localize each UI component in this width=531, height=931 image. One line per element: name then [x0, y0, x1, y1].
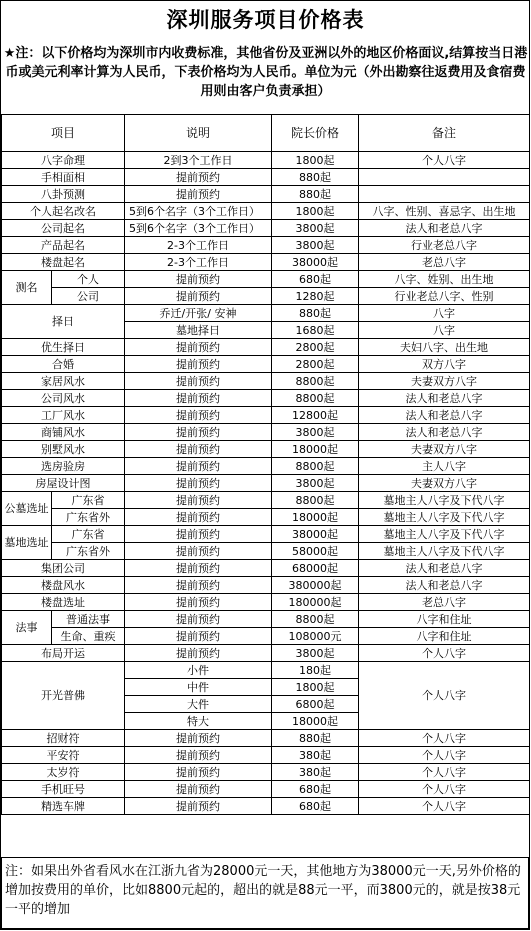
table-row [2, 458, 530, 475]
footer-note: 注：如果出外省看风水在江浙九省为28000元一天，其他地方为38000元一天,另外价格的增加按费用的单价，比如8800元起的，超出的就是88元一平，而3800元的，就是按38元一平的增加 [1, 857, 529, 929]
item-price: 1800起 [272, 203, 359, 220]
item-remark: 八字 [359, 305, 530, 322]
table-row [2, 645, 530, 662]
item-price: 680起 [272, 798, 359, 815]
item-price: 880起 [272, 305, 359, 322]
item-price: 1280起 [272, 288, 359, 305]
table-row [2, 730, 530, 747]
item-price: 3800起 [272, 645, 359, 662]
table-row [2, 475, 530, 492]
table-row [2, 339, 530, 356]
item-description: 提前预约 [125, 492, 272, 509]
item-price: 58000起 [272, 543, 359, 560]
item-remark: 八字和住址 [359, 611, 530, 628]
item-description: 提前预约 [125, 424, 272, 441]
table-row [2, 305, 530, 322]
item-price: 68000起 [272, 560, 359, 577]
table-row [2, 186, 530, 203]
item-price: 1800起 [272, 679, 359, 696]
item-name: 广东省外 [52, 543, 125, 560]
table-row [2, 543, 530, 560]
item-name: 八卦预测 [2, 186, 125, 203]
item-remark: 八字和住址 [359, 628, 530, 645]
table-row [2, 798, 530, 815]
item-remark: 法人和老总八字 [359, 577, 530, 594]
item-price: 880起 [272, 730, 359, 747]
item-price: 8800起 [272, 373, 359, 390]
item-price: 6800起 [272, 696, 359, 713]
table-row [2, 288, 530, 305]
table-row [2, 220, 530, 237]
item-description: 提前预约 [125, 543, 272, 560]
item-remark: 个人八字 [359, 152, 530, 169]
table-row [2, 203, 530, 220]
item-price: 18000起 [272, 441, 359, 458]
item-price: 180起 [272, 662, 359, 679]
item-description: 提前预约 [125, 169, 272, 186]
item-name: 楼盘选址 [2, 594, 125, 611]
item-name: 广东省外 [52, 509, 125, 526]
item-price: 38000起 [272, 526, 359, 543]
item-remark: 八字、性别、喜忌字、出生地 [359, 203, 530, 220]
item-price: 380起 [272, 764, 359, 781]
item-description: 提前预约 [125, 781, 272, 798]
item-description: 提前预约 [125, 730, 272, 747]
item-remark: 八字、姓别、出生地 [359, 271, 530, 288]
item-description: 提前预约 [125, 475, 272, 492]
table-row [2, 152, 530, 169]
item-description: 提前预约 [125, 458, 272, 475]
header-description: 说明 [125, 115, 272, 152]
item-name: 选房验房 [2, 458, 125, 475]
item-name: 生命、重疾 [52, 628, 125, 645]
item-price: 2800起 [272, 356, 359, 373]
table-row [2, 390, 530, 407]
item-description: 2-3个工作日 [125, 254, 272, 271]
item-remark: 墓地主人八字及下代八字 [359, 526, 530, 543]
item-name: 八字命理 [2, 152, 125, 169]
item-price: 3800起 [272, 475, 359, 492]
item-name: 墓地择日 [125, 322, 272, 339]
item-description: 提前预约 [125, 186, 272, 203]
table-row [2, 526, 530, 543]
item-remark: 个人八字 [359, 645, 530, 662]
item-description: 5到6个名字（3个工作日） [125, 203, 272, 220]
item-description: 提前预约 [125, 628, 272, 645]
item-price: 380起 [272, 747, 359, 764]
item-price: 1680起 [272, 322, 359, 339]
item-remark [359, 186, 530, 203]
item-description: 提前预约 [125, 747, 272, 764]
page-title: 深圳服务项目价格表 [166, 8, 365, 32]
item-name: 招财符 [2, 730, 125, 747]
item-remark: 墓地主人八字及下代八字 [359, 543, 530, 560]
item-price: 18000起 [272, 509, 359, 526]
item-remark: 个人八字 [359, 662, 530, 730]
item-price: 3800起 [272, 220, 359, 237]
item-price: 880起 [272, 186, 359, 203]
item-price: 3800起 [272, 424, 359, 441]
item-name: 优生择日 [2, 339, 125, 356]
item-price: 18000起 [272, 713, 359, 730]
item-price: 108000元 [272, 628, 359, 645]
table-row [2, 781, 530, 798]
item-description: 提前预约 [125, 611, 272, 628]
header-item: 项目 [2, 115, 125, 152]
item-price: 8800起 [272, 492, 359, 509]
table-row [2, 577, 530, 594]
item-name: 别墅风水 [2, 441, 125, 458]
table-row [2, 237, 530, 254]
table-row [2, 373, 530, 390]
item-name: 特大 [125, 713, 272, 730]
item-description: 提前预约 [125, 356, 272, 373]
group-label: 择日 [2, 305, 125, 339]
item-description: 提前预约 [125, 441, 272, 458]
item-remark: 法人和老总八字 [359, 390, 530, 407]
item-name: 广东省 [52, 492, 125, 509]
item-description: 提前预约 [125, 577, 272, 594]
item-remark: 老总八字 [359, 254, 530, 271]
item-remark: 夫妻双方八字 [359, 441, 530, 458]
table-row [2, 254, 530, 271]
item-remark: 夫妻双方八字 [359, 373, 530, 390]
item-description: 2到3个工作日 [125, 152, 272, 169]
item-name: 公司起名 [2, 220, 125, 237]
table-row [2, 628, 530, 645]
item-description: 提前预约 [125, 288, 272, 305]
item-price: 1800起 [272, 152, 359, 169]
table-row [2, 611, 530, 628]
item-name: 个人起名改名 [2, 203, 125, 220]
table-row [2, 594, 530, 611]
item-name: 乔迁/开张/ 安神 [125, 305, 272, 322]
table-row [2, 356, 530, 373]
item-name: 精选车牌 [2, 798, 125, 815]
item-name: 楼盘风水 [2, 577, 125, 594]
item-name: 平安符 [2, 747, 125, 764]
item-name: 太岁符 [2, 764, 125, 781]
item-remark: 个人八字 [359, 781, 530, 798]
item-remark: 法人和老总八字 [359, 560, 530, 577]
item-description: 提前预约 [125, 373, 272, 390]
item-price: 12800起 [272, 407, 359, 424]
item-remark: 法人和老总八字 [359, 407, 530, 424]
item-remark: 夫妇八字、出生地 [359, 339, 530, 356]
item-remark: 八字 [359, 322, 530, 339]
item-description: 提前预约 [125, 645, 272, 662]
table-row [2, 169, 530, 186]
price-table [1, 114, 530, 815]
item-description: 提前预约 [125, 407, 272, 424]
item-price: 180000起 [272, 594, 359, 611]
item-price: 880起 [272, 169, 359, 186]
item-remark: 法人和老总八字 [359, 424, 530, 441]
item-name: 集团公司 [2, 560, 125, 577]
item-price: 680起 [272, 271, 359, 288]
item-description: 2-3个工作日 [125, 237, 272, 254]
item-remark: 双方八字 [359, 356, 530, 373]
pricing-notice: ★注：以下价格均为深圳市内收费标准，其他省份及亚洲以外的地区价格面议,结算按当日港币或美元利率计算为人民币，下表价格均为人民币。单位为元（外出勘察往返费用及食宿费用则由客户负责承担） [3, 46, 528, 99]
item-remark: 夫妻双方八字 [359, 475, 530, 492]
item-name: 家居风水 [2, 373, 125, 390]
item-price: 38000起 [272, 254, 359, 271]
item-description: 提前预约 [125, 271, 272, 288]
item-name: 手机旺号 [2, 781, 125, 798]
item-remark: 行业老总八字、性别 [359, 288, 530, 305]
item-price: 8800起 [272, 611, 359, 628]
item-remark: 个人八字 [359, 730, 530, 747]
table-row [2, 424, 530, 441]
group-label: 法事 [2, 611, 52, 645]
item-name: 大件 [125, 696, 272, 713]
item-price: 680起 [272, 781, 359, 798]
group-label: 墓地选址 [2, 526, 52, 560]
item-description: 提前预约 [125, 339, 272, 356]
header-remark: 备注 [359, 115, 530, 152]
item-price: 380000起 [272, 577, 359, 594]
item-name: 公司风水 [2, 390, 125, 407]
item-remark: 个人八字 [359, 747, 530, 764]
item-remark: 老总八字 [359, 594, 530, 611]
header-price: 院长价格 [272, 115, 359, 152]
item-price: 2800起 [272, 339, 359, 356]
table-row [2, 509, 530, 526]
table-row [2, 271, 530, 288]
item-name: 中件 [125, 679, 272, 696]
item-description: 提前预约 [125, 390, 272, 407]
item-remark [359, 169, 530, 186]
item-description: 提前预约 [125, 798, 272, 815]
item-price: 8800起 [272, 458, 359, 475]
item-name: 楼盘起名 [2, 254, 125, 271]
item-name: 公司 [52, 288, 125, 305]
group-label: 公墓选址 [2, 492, 52, 526]
item-name: 工厂风水 [2, 407, 125, 424]
item-description: 提前预约 [125, 764, 272, 781]
table-header-row [2, 115, 530, 152]
item-remark: 墓地主人八字及下代八字 [359, 509, 530, 526]
item-remark: 主人八字 [359, 458, 530, 475]
item-remark: 行业老总八字 [359, 237, 530, 254]
table-row [2, 747, 530, 764]
item-price: 8800起 [272, 390, 359, 407]
item-name: 房屋设计图 [2, 475, 125, 492]
item-name: 商铺风水 [2, 424, 125, 441]
table-row [2, 407, 530, 424]
item-name: 产品起名 [2, 237, 125, 254]
item-description: 5到6个名字（3个工作日） [125, 220, 272, 237]
item-description: 提前预约 [125, 526, 272, 543]
table-row [2, 560, 530, 577]
item-name: 手相面相 [2, 169, 125, 186]
item-name: 广东省 [52, 526, 125, 543]
group-label: 开光普佛 [2, 662, 125, 730]
item-name: 个人 [52, 271, 125, 288]
table-row [2, 764, 530, 781]
item-name: 合婚 [2, 356, 125, 373]
item-description: 提前预约 [125, 509, 272, 526]
group-label: 测名 [2, 271, 52, 305]
table-row [2, 441, 530, 458]
table-row [2, 492, 530, 509]
item-name: 布局开运 [2, 645, 125, 662]
item-name: 小件 [125, 662, 272, 679]
item-description: 提前预约 [125, 594, 272, 611]
item-remark: 墓地主人八字及下代八字 [359, 492, 530, 509]
item-description: 提前预约 [125, 560, 272, 577]
item-name: 普通法事 [52, 611, 125, 628]
item-price: 3800起 [272, 237, 359, 254]
item-remark: 个人八字 [359, 798, 530, 815]
item-remark: 个人八字 [359, 764, 530, 781]
item-remark: 法人和老总八字 [359, 220, 530, 237]
table-row [2, 662, 530, 679]
